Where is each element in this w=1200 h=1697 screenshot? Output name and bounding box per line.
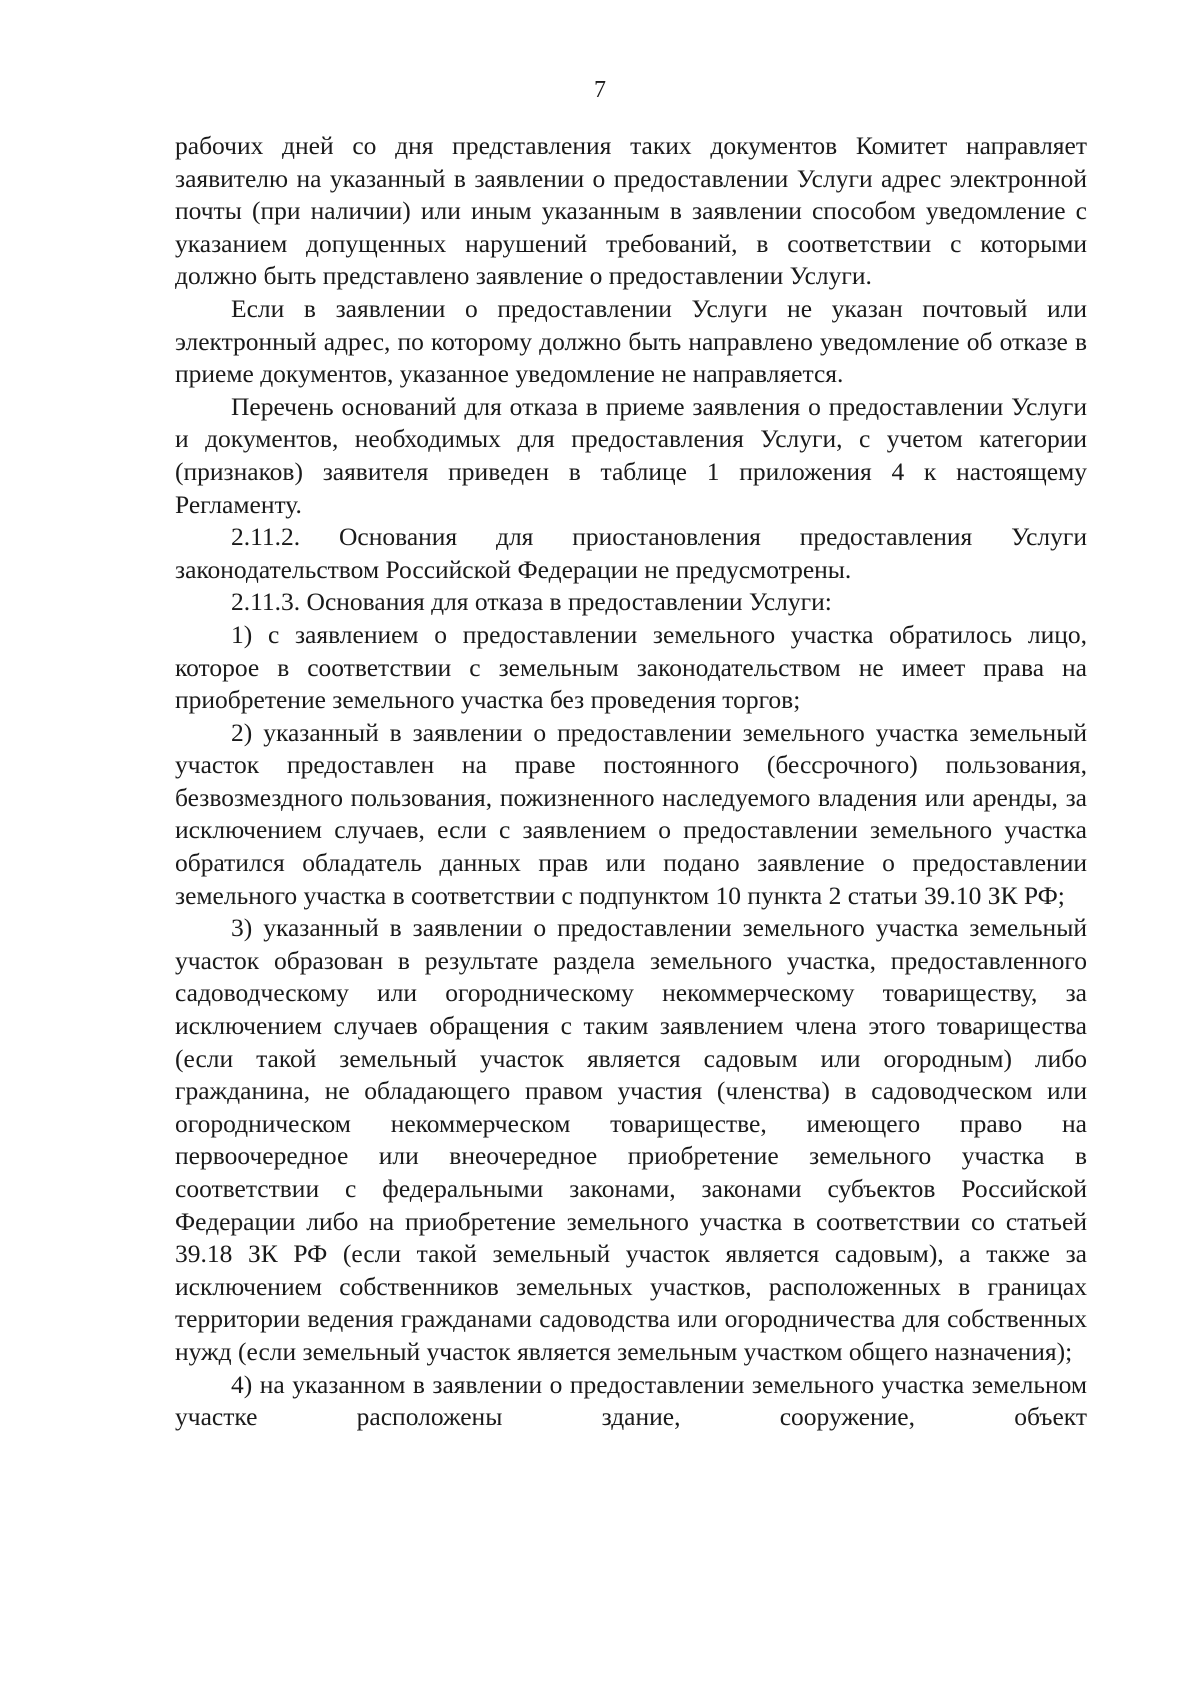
list-item-4: 4) на указанном в заявлении о предоставлении земельного участка земельном участке расположены здание, сооружение, объект xyxy=(175,1369,1087,1432)
list-item-2: 2) указанный в заявлении о предоставлении земельного участка земельный участок предоставлен на праве постоянного (бессрочного) пользования, безвозмездного пользования, пожизненного наследуемого владения или аренды, за исключением случаев, если с заявлением о предоставлении земельного участка обратился обладатель данных прав или подано заявление о предоставлении земельного участка в соответствии с подпунктом 10 пункта 2 статьи 39.10 ЗК РФ; xyxy=(175,717,1087,910)
paragraph-continuation: рабочих дней со дня представления таких документов Комитет направляет заявителю на указанный в заявлении о предоставлении Услуги адрес электронной почты (при наличии) или иным указанным в заявлении способом уведомление с указанием допущенных нарушений требований, в соответствии с которыми должно быть представлено заявление о предоставлении Услуги. xyxy=(175,131,1087,291)
paragraph-no-address: Если в заявлении о предоставлении Услуги не указан почтовый или электронный адрес, по которому должно быть направлено уведомление об отказе в приеме документов, указанное уведомление не направляется. xyxy=(175,293,1087,389)
page-number: 7 xyxy=(594,77,606,103)
paragraph-refusal-list: Перечень оснований для отказа в приеме заявления о предоставлении Услуги и документов, необходимых для предоставления Услуги, с учетом категории (признаков) заявителя приведен в таблице 1 приложения 4 к настоящему Регламенту. xyxy=(175,391,1087,519)
list-item-3: 3) указанный в заявлении о предоставлении земельного участка земельный участок образован в результате раздела земельного участка, предоставленного садоводческому или огородническому некоммерческому товариществу, за исключением случаев обращения с таким заявлением члена этого товарищества (если такой земельный участок является садовым или огородным) либо гражданина, не обладающего правом участия (членства) в садоводческом или огородническом некоммерческом товариществе, имеющего право на первоочередное или внеочередное приобретение земельного участка в соответствии с федеральными законами, законами субъектов Российской Федерации либо на приобретение земельного участка в соответствии со статьей 39.18 ЗК РФ (если такой земельный участок является садовым), а также за исключением собственников земельных участков, расположенных в границах территории ведения гражданами садоводства или огородничества для собственных нужд (если земельный участок является земельным участком общего назначения); xyxy=(175,913,1087,1366)
paragraph-2-11-3: 2.11.3. Основания для отказа в предоставлении Услуги: xyxy=(231,587,832,617)
paragraph-2-11-2: 2.11.2. Основания для приостановления предоставления Услуги законодательством Российской Федерации не предусмотрены. xyxy=(175,522,1087,584)
document-body xyxy=(175,130,1087,1434)
list-item-1: 1) с заявлением о предоставлении земельного участка обратилось лицо, которое в соответствии с земельным законодательством не имеет права на приобретение земельного участка без проведения торгов; xyxy=(175,619,1087,715)
